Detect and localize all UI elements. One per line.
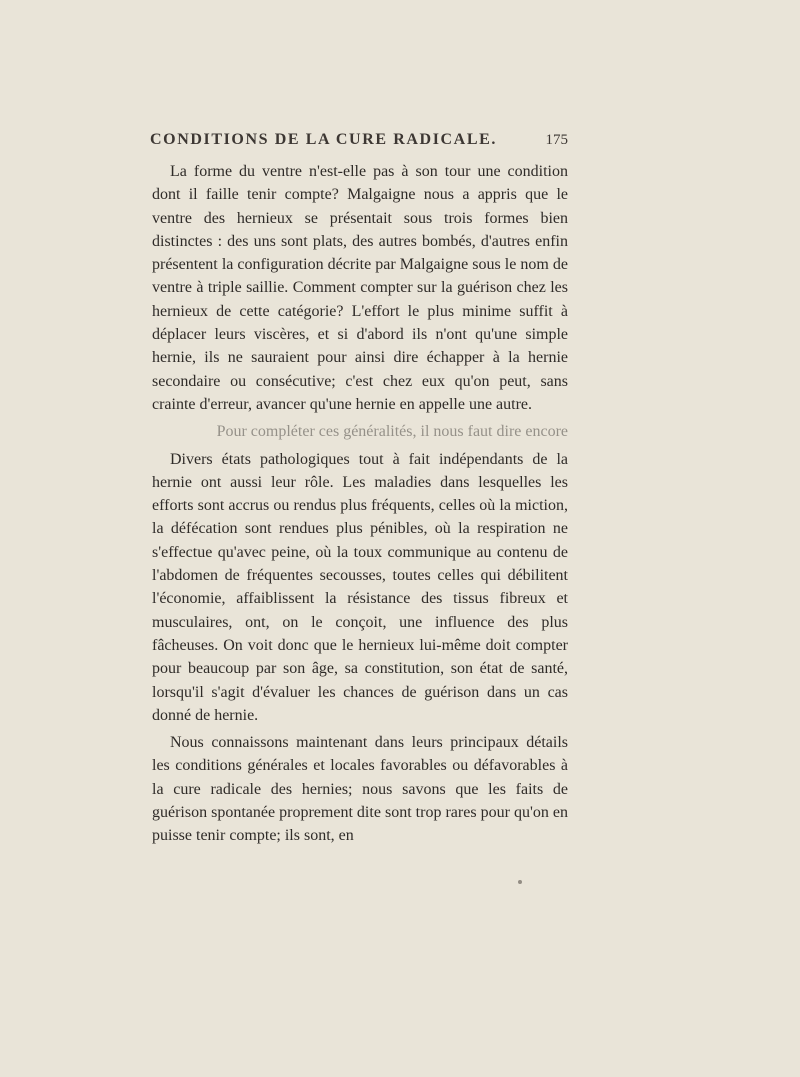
running-title: CONDITIONS DE LA CURE RADICALE.: [150, 131, 497, 148]
paragraph: La forme du ventre n'est-elle pas à son tour une condition dont il faille tenir compte? Malgaigne nous a appris que le ventre des hernieux se présentait sous trois formes bien distinctes : des uns sont plats, des autres bombés, d'autres enfin présentent la configuration décrite par Malgaigne sous le nom de ventre à triple saillie. Comment compter sur la guérison chez les hernieux de cette catégorie? L'effort le plus minime suffit à déplacer leurs viscères, et si d'abord ils n'ont qu'une simple hernie, ils ne sauraient pour ainsi dire échapper à la hernie secondaire ou consécutive; c'est chez eux qu'on peut, sans crainte d'erreur, avancer qu'une hernie en appelle une autre.: [152, 163, 568, 413]
ink-dot: [518, 880, 522, 884]
body-text: [152, 160, 568, 848]
paragraph: Divers états pathologiques tout à fait indépendants de la hernie ont aussi leur rôle. Les maladies dans lesquelles les efforts sont accrus ou rendus plus fréquents, celles où la miction, la défécation sont rendues plus pénibles, où la respiration ne s'effectue qu'avec peine, où la toux communique au contenu de l'abdomen de fréquentes secousses, toutes celles qui débilitent l'économie, affaiblissent la résistance des tissus fibreux et musculaires, ont, on le conçoit, une influence des plus fâcheuses. On voit donc que le hernieux lui-même doit compter pour beaucoup par son âge, sa constitution, son état de santé, lorsqu'il s'agit d'évaluer les chances de guérison dans un cas donné de hernie.: [152, 450, 568, 724]
paragraph: Pour compléter ces généralités, il nous faut dire encore: [216, 423, 568, 441]
paragraph: Nous connaissons maintenant dans leurs principaux détails les conditions générales et locales favorables ou défavorables à la cure radicale des hernies; nous savons que les faits de guérison spontanée proprement dite sont trop rares pour qu'on en puisse tenir compte; ils sont, en: [152, 734, 568, 845]
page-header: [150, 131, 568, 149]
page-number: 175: [545, 132, 568, 148]
